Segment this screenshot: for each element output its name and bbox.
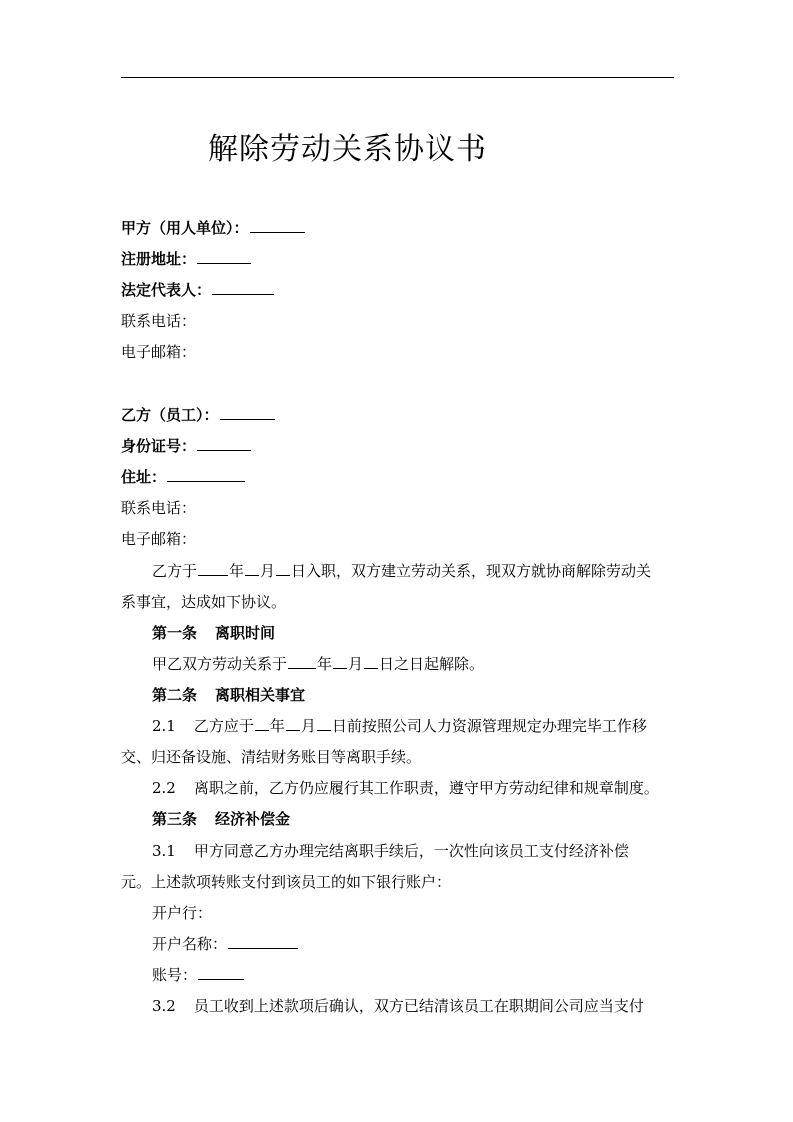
clause-3-1-line-2: 元。上述款项转账支付到该员工的如下银行账户：	[121, 873, 452, 891]
account-name-blank[interactable]	[228, 934, 298, 949]
article-1-year-blank[interactable]	[288, 654, 316, 669]
party-b-name-label: 乙方（员工）：	[121, 406, 219, 424]
party-b-address-line	[121, 467, 246, 487]
clause-2-1-line-1	[152, 716, 647, 736]
clause-2-1-month-blank[interactable]	[286, 716, 300, 731]
article-1-text-a: 甲乙双方劳动关系于	[152, 655, 288, 673]
article-3-number: 第三条	[152, 810, 198, 828]
party-a-address-line	[121, 249, 252, 269]
intro-text-a: 乙方于	[152, 562, 198, 580]
party-a-rep-label: 法定代表人：	[121, 281, 212, 299]
clause-2-1-text-d: 日前按照公司人力资源管理规定办理完毕工作移	[331, 717, 647, 735]
article-2-title: 离职相关事宜	[215, 686, 306, 704]
account-no-blank[interactable]	[198, 965, 244, 980]
document-title: 解除劳动关系协议书	[208, 132, 487, 167]
bank-label: 开户行：	[152, 904, 213, 922]
clause-2-1-text-b: 年	[269, 717, 285, 735]
article-1-title: 离职时间	[215, 624, 276, 642]
clause-2-2-text: 离职之前，乙方仍应履行其工作职责，遵守甲方劳动纪律和规章制度。	[193, 779, 659, 797]
intro-text-c: 月	[260, 562, 276, 580]
article-1-heading	[152, 623, 275, 643]
article-2-heading	[152, 685, 305, 705]
party-b-id-label: 身份证号：	[121, 437, 197, 455]
intro-day-blank[interactable]	[276, 561, 290, 576]
article-1-number: 第一条	[152, 624, 198, 642]
article-2-number: 第二条	[152, 686, 198, 704]
clause-2-2	[152, 778, 659, 798]
clause-2-2-number: 2.2	[152, 779, 176, 797]
article-3-title: 经济补偿金	[215, 810, 291, 828]
clause-2-1-text-a: 乙方应于	[193, 717, 254, 735]
party-b-id-blank[interactable]	[197, 436, 251, 451]
clause-2-1-day-blank[interactable]	[317, 716, 331, 731]
article-1-day-blank[interactable]	[364, 654, 378, 669]
party-a-email-label: 电子邮箱：	[121, 343, 197, 361]
account-no-label: 账号：	[152, 966, 198, 984]
clause-3-1-text: 甲方同意乙方办理完结离职手续后，一次性向该员工支付经济补偿	[193, 842, 629, 860]
party-a-name-line	[121, 218, 306, 238]
account-no-line	[152, 965, 245, 985]
clause-2-1-number: 2.1	[152, 717, 176, 735]
clause-3-2-text: 员工收到上述款项后确认，双方已结清该员工在职期间公司应当支付	[193, 997, 644, 1015]
party-b-name-line	[121, 405, 276, 425]
intro-line-2: 系事宜，达成如下协议。	[121, 593, 287, 611]
account-name-label: 开户名称：	[152, 935, 228, 953]
clause-3-1-line-1	[152, 841, 629, 861]
intro-text-d: 日入职，双方建立劳动关系，现双方就协商解除劳动关	[291, 562, 652, 580]
party-a-phone-label: 联系电话：	[121, 312, 197, 330]
intro-year-blank[interactable]	[198, 561, 228, 576]
party-a-address-blank[interactable]	[197, 249, 251, 264]
clause-3-2-number: 3.2	[152, 997, 176, 1015]
clause-2-1-line-2: 交、归还备设施、清结财务账目等离职手续。	[121, 748, 422, 766]
party-a-rep-line	[121, 280, 275, 300]
clause-3-2-line-1	[152, 996, 644, 1016]
article-1-text-b: 年	[317, 655, 333, 673]
article-1-text-c: 月	[348, 655, 364, 673]
article-1-month-blank[interactable]	[333, 654, 347, 669]
article-1-text-d: 日之日起解除。	[379, 655, 485, 673]
party-b-email-label: 电子邮箱：	[121, 530, 197, 548]
party-b-address-label: 住址：	[121, 468, 167, 486]
intro-month-blank[interactable]	[245, 561, 259, 576]
party-b-address-blank[interactable]	[167, 467, 245, 482]
party-b-name-blank[interactable]	[220, 405, 275, 420]
party-b-id-line	[121, 436, 252, 456]
header-rule	[121, 77, 674, 78]
party-a-rep-blank[interactable]	[212, 280, 274, 295]
article-3-heading	[152, 809, 290, 829]
account-name-line	[152, 934, 299, 954]
party-a-address-label: 注册地址：	[121, 250, 197, 268]
party-a-name-label: 甲方（用人单位）：	[121, 219, 249, 237]
intro-text-b: 年	[229, 562, 245, 580]
intro-line-1	[152, 561, 651, 581]
clause-3-1-number: 3.1	[152, 842, 176, 860]
party-b-phone-label: 联系电话：	[121, 499, 197, 517]
clause-2-1-year-blank[interactable]	[255, 716, 269, 731]
clause-2-1-text-c: 月	[300, 717, 316, 735]
party-a-name-blank[interactable]	[250, 218, 305, 233]
article-1-text	[152, 654, 484, 674]
